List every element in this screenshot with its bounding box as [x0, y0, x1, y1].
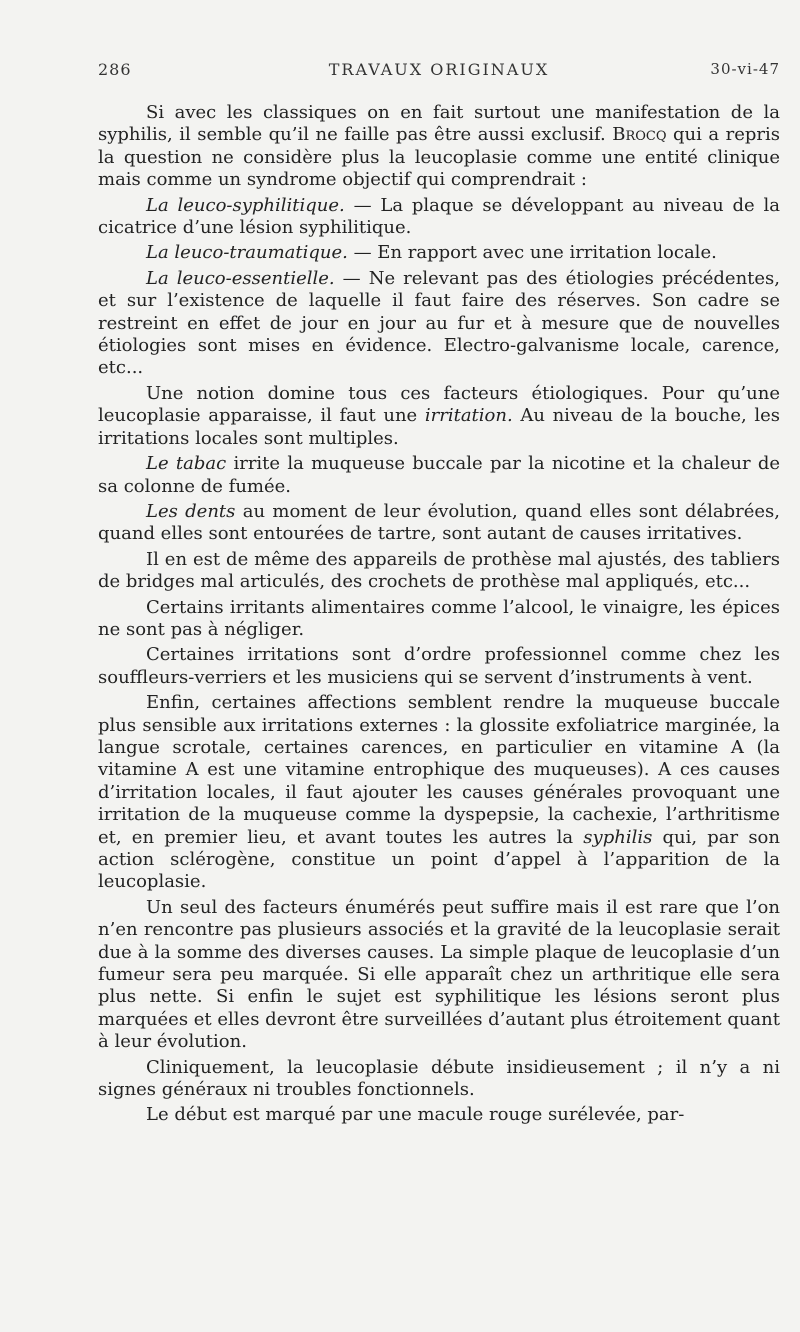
paragraph: [98, 268, 780, 380]
running-title: TRAVAUX ORIGINAUX: [328, 60, 550, 79]
page-number: 286: [98, 60, 132, 79]
text-run: au moment de leur évolution, quand elles sont délabrées, quand elles sont entourées de tartre, sont autant de causes irritatives.: [98, 500, 780, 545]
text-run: — Ne relevant pas des étiologies précédentes, et sur l’existence de laquelle il faut faire des réserves. Son cadre se restreint en effet de jour en jour au fur et à mesure que de nouvelles étiologies sont mises en évidence. Electro-galvanisme locale, carence, etc...: [98, 267, 780, 379]
text-run: Un seul des facteurs énumérés peut suffire mais il est rare que l’on n’en rencontre pas plusieurs associés et la gravité de la leucoplasie serait due à la somme des diverses causes. La simple plaque de leucoplasie d’un fumeur sera peu marquée. Si elle apparaît chez un arthritique elle sera plus nette. Si enfin le sujet est syphilitique les lésions seront plus marquées et elles devront être surveillées d’autant plus étroitement quant à leur évolution.: [98, 896, 780, 1053]
italic-term: La leuco-essentielle.: [146, 267, 335, 289]
text-run: Enfin, certaines affections semblent rendre la muqueuse buccale plus sensible aux irritations externes : la glossite exfoliatrice marginée, la langue scrotale, certaines carences, en particulier en vitamine A (la vitamine A est une vitamine entrophique des muqueuses). A ces causes d’irritation locales, il faut ajouter les causes générales provoquant une irritation de la muqueuse comme la dyspepsie, la cachexie, l’arthritisme et, en premier lieu, et avant toutes les autres la: [98, 692, 780, 848]
text-run: Une notion domine tous ces facteurs étiologiques. Pour qu’une leucoplasie apparaisse, il faut une: [98, 382, 780, 427]
italic-term: syphilis: [583, 826, 653, 848]
text-run: Cliniquement, la leucoplasie débute insidieusement ; il n’y a ni signes généraux ni troubles fonctionnels.: [98, 1056, 780, 1101]
paragraph: [98, 897, 780, 1054]
author-name: Brocq: [612, 124, 667, 146]
text-run: — En rapport avec une irritation locale.: [347, 242, 717, 264]
paragraph: [98, 597, 780, 642]
paragraph: [98, 102, 780, 192]
paragraph: [98, 501, 780, 546]
paragraph: [98, 1057, 780, 1102]
italic-term: La leuco-syphilitique.: [146, 194, 345, 216]
text-run: Le début est marqué par une macule rouge surélevée, par-: [146, 1104, 685, 1126]
paragraph: [98, 383, 780, 450]
paragraph: [98, 1104, 780, 1126]
paragraph: [98, 692, 780, 894]
italic-term: Les dents: [146, 500, 236, 522]
text-run: Certains irritants alimentaires comme l’alcool, le vinaigre, les épices ne sont pas à négliger.: [98, 596, 780, 640]
italic-term: irritation.: [424, 405, 513, 427]
text-run: Certaines irritations sont d’ordre professionnel comme chez les souffleurs-verriers et les musiciens qui se servent d’instruments à vent.: [98, 644, 780, 688]
text-run: — La plaque se développant au niveau de la cicatrice d’une lésion syphilitique.: [98, 194, 780, 239]
text-run: Il en est de même des appareils de prothèse mal ajustés, des tabliers de bridges mal articulés, des crochets de prothèse mal appliqués, etc...: [98, 548, 780, 593]
issue-date: 30-vi-47: [710, 60, 780, 78]
italic-term: Le tabac: [146, 453, 227, 475]
italic-term: La leuco-traumatique.: [146, 242, 348, 264]
paragraph: [98, 549, 780, 594]
page-header: [98, 60, 780, 84]
text-run: qui, par son action sclérogène, constitue un point d’appel à l’apparition de la leucoplasie.: [98, 826, 780, 893]
paragraph: [98, 195, 780, 240]
paragraph: [98, 242, 780, 264]
text-run: qui a repris la question ne considère plus la leucoplasie comme une entité clinique mais comme un syndrome objectif qui comprendrait :: [98, 124, 780, 191]
paragraph: [98, 453, 780, 498]
paragraph: [98, 644, 780, 689]
text-run: Au niveau de la bouche, les irritations locales sont multiples.: [98, 405, 780, 449]
text-run: Si avec les classiques on en fait surtout une manifestation de la syphilis, il semble qu’il ne faille pas être aussi exclusif.: [98, 102, 780, 146]
article-body: [98, 102, 780, 1127]
text-run: irrite la muqueuse buccale par la nicotine et la chaleur de sa colonne de fumée.: [98, 453, 780, 497]
